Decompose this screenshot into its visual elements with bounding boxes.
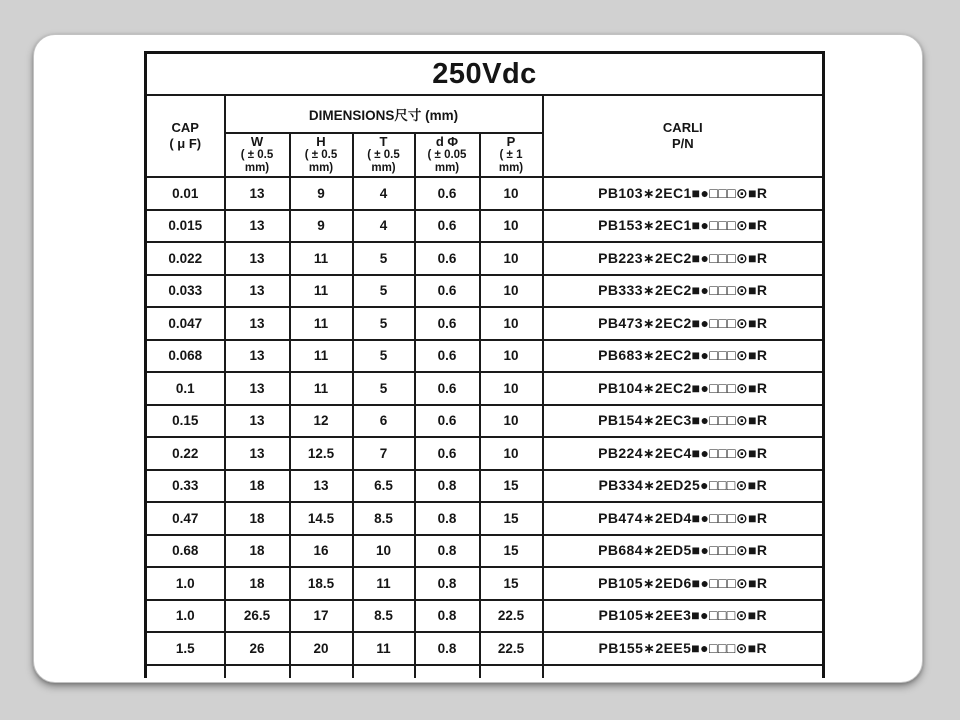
cell-h: 11 bbox=[290, 307, 353, 340]
cell-pn: PB153∗2EC1■●□□□⊙■R bbox=[543, 210, 824, 243]
cell-d: 0.6 bbox=[415, 340, 480, 373]
cell-cap: 0.068 bbox=[146, 340, 225, 373]
table-row bbox=[146, 372, 824, 405]
cell-h: 11 bbox=[290, 372, 353, 405]
cell-pn: PB474∗2ED4■●□□□⊙■R bbox=[543, 502, 824, 535]
cell-t: 5 bbox=[353, 242, 415, 275]
cell-p: 10 bbox=[480, 177, 543, 210]
cell-cap: 0.022 bbox=[146, 242, 225, 275]
table-row bbox=[146, 535, 824, 568]
datasheet-card bbox=[33, 34, 923, 683]
cell-pn: PB224∗2EC4■●□□□⊙■R bbox=[543, 437, 824, 470]
cell-p: 10 bbox=[480, 340, 543, 373]
cell-cap: 0.1 bbox=[146, 372, 225, 405]
cell-pn: PB334∗2ED25●□□□⊙■R bbox=[543, 470, 824, 503]
cell-p: 15 bbox=[480, 470, 543, 503]
cell-d: 0.8 bbox=[415, 535, 480, 568]
cell-cap: 1.5 bbox=[146, 632, 225, 665]
clipped-cell bbox=[480, 665, 543, 679]
table-row bbox=[146, 177, 824, 210]
cell-cap: 1.0 bbox=[146, 567, 225, 600]
cell-d: 0.6 bbox=[415, 307, 480, 340]
table-row bbox=[146, 567, 824, 600]
cell-t: 8.5 bbox=[353, 502, 415, 535]
cell-h: 9 bbox=[290, 210, 353, 243]
cell-t: 5 bbox=[353, 372, 415, 405]
dimensions-group-header: DIMENSIONS尺寸 (mm) bbox=[225, 95, 543, 133]
cell-p: 10 bbox=[480, 437, 543, 470]
clipped-cell bbox=[353, 665, 415, 679]
cell-cap: 0.01 bbox=[146, 177, 225, 210]
cell-p: 15 bbox=[480, 535, 543, 568]
header-row bbox=[146, 95, 824, 133]
cell-w: 18 bbox=[225, 502, 290, 535]
cap-column-header bbox=[146, 95, 225, 177]
clipped-cell bbox=[290, 665, 353, 679]
cell-cap: 0.015 bbox=[146, 210, 225, 243]
cell-d: 0.6 bbox=[415, 275, 480, 308]
carli-pn-column-header bbox=[543, 95, 824, 177]
table-row bbox=[146, 437, 824, 470]
cell-d: 0.8 bbox=[415, 632, 480, 665]
cell-t: 5 bbox=[353, 275, 415, 308]
clipped-cell bbox=[225, 665, 290, 679]
cell-w: 13 bbox=[225, 177, 290, 210]
cell-w: 18 bbox=[225, 470, 290, 503]
cell-t: 6 bbox=[353, 405, 415, 438]
cell-w: 13 bbox=[225, 340, 290, 373]
cell-h: 14.5 bbox=[290, 502, 353, 535]
cell-d: 0.6 bbox=[415, 242, 480, 275]
table-row bbox=[146, 405, 824, 438]
cell-t: 10 bbox=[353, 535, 415, 568]
cell-w: 13 bbox=[225, 210, 290, 243]
cell-d: 0.8 bbox=[415, 502, 480, 535]
cell-t: 11 bbox=[353, 632, 415, 665]
cell-t: 7 bbox=[353, 437, 415, 470]
dim-subheader-t: T ( ± 0.5 mm) bbox=[353, 133, 415, 177]
cell-d: 0.8 bbox=[415, 470, 480, 503]
cell-h: 20 bbox=[290, 632, 353, 665]
cell-t: 4 bbox=[353, 210, 415, 243]
cell-p: 15 bbox=[480, 502, 543, 535]
cell-w: 13 bbox=[225, 437, 290, 470]
cell-pn: PB103∗2EC1■●□□□⊙■R bbox=[543, 177, 824, 210]
table-row bbox=[146, 307, 824, 340]
cell-w: 18 bbox=[225, 535, 290, 568]
dim-subheader-w: W ( ± 0.5 mm) bbox=[225, 133, 290, 177]
table-row bbox=[146, 210, 824, 243]
cell-w: 13 bbox=[225, 242, 290, 275]
cell-d: 0.6 bbox=[415, 437, 480, 470]
carli-header-line2: P/N bbox=[671, 136, 694, 151]
cell-h: 17 bbox=[290, 600, 353, 633]
cell-h: 18.5 bbox=[290, 567, 353, 600]
cell-h: 9 bbox=[290, 177, 353, 210]
table-row bbox=[146, 242, 824, 275]
cell-p: 22.5 bbox=[480, 632, 543, 665]
cell-t: 4 bbox=[353, 177, 415, 210]
cell-cap: 0.33 bbox=[146, 470, 225, 503]
cell-h: 11 bbox=[290, 242, 353, 275]
dim-subheader-p: P ( ± 1 mm) bbox=[480, 133, 543, 177]
clipped-partial-row bbox=[146, 665, 824, 679]
cell-p: 15 bbox=[480, 567, 543, 600]
cell-d: 0.6 bbox=[415, 405, 480, 438]
cell-d: 0.6 bbox=[415, 177, 480, 210]
cell-t: 6.5 bbox=[353, 470, 415, 503]
cell-pn: PB154∗2EC3■●□□□⊙■R bbox=[543, 405, 824, 438]
title-row bbox=[146, 53, 824, 96]
cell-d: 0.8 bbox=[415, 600, 480, 633]
cell-d: 0.6 bbox=[415, 372, 480, 405]
cell-t: 11 bbox=[353, 567, 415, 600]
cell-pn: PB333∗2EC2■●□□□⊙■R bbox=[543, 275, 824, 308]
cell-cap: 0.47 bbox=[146, 502, 225, 535]
cell-w: 13 bbox=[225, 307, 290, 340]
cell-h: 12.5 bbox=[290, 437, 353, 470]
cell-p: 10 bbox=[480, 307, 543, 340]
cell-t: 5 bbox=[353, 307, 415, 340]
dim-subheader-d: d Φ ( ± 0.05 mm) bbox=[415, 133, 480, 177]
cap-header-line1: CAP bbox=[171, 120, 199, 135]
cell-p: 10 bbox=[480, 242, 543, 275]
cell-h: 11 bbox=[290, 340, 353, 373]
cell-t: 5 bbox=[353, 340, 415, 373]
carli-header-line1: CARLI bbox=[662, 120, 703, 135]
cell-w: 13 bbox=[225, 405, 290, 438]
cell-pn: PB104∗2EC2■●□□□⊙■R bbox=[543, 372, 824, 405]
table-clip-region bbox=[144, 51, 826, 678]
cell-cap: 0.22 bbox=[146, 437, 225, 470]
clipped-cell bbox=[543, 665, 824, 679]
cell-cap: 0.68 bbox=[146, 535, 225, 568]
cell-h: 13 bbox=[290, 470, 353, 503]
cell-w: 13 bbox=[225, 372, 290, 405]
cell-cap: 0.033 bbox=[146, 275, 225, 308]
cap-header-line2: ( μ F) bbox=[169, 136, 202, 151]
table-row bbox=[146, 275, 824, 308]
voltage-title: 250Vdc bbox=[146, 53, 824, 96]
cell-pn: PB223∗2EC2■●□□□⊙■R bbox=[543, 242, 824, 275]
cell-pn: PB473∗2EC2■●□□□⊙■R bbox=[543, 307, 824, 340]
cell-t: 8.5 bbox=[353, 600, 415, 633]
cell-pn: PB105∗2EE3■●□□□⊙■R bbox=[543, 600, 824, 633]
cell-h: 12 bbox=[290, 405, 353, 438]
cell-cap: 0.15 bbox=[146, 405, 225, 438]
table-row bbox=[146, 600, 824, 633]
cell-cap: 0.047 bbox=[146, 307, 225, 340]
cell-d: 0.8 bbox=[415, 567, 480, 600]
cell-h: 11 bbox=[290, 275, 353, 308]
cell-d: 0.6 bbox=[415, 210, 480, 243]
cell-p: 10 bbox=[480, 405, 543, 438]
capacitor-spec-table bbox=[144, 51, 825, 678]
cell-p: 10 bbox=[480, 275, 543, 308]
table-row bbox=[146, 470, 824, 503]
cell-w: 26 bbox=[225, 632, 290, 665]
cell-w: 26.5 bbox=[225, 600, 290, 633]
clipped-cell bbox=[146, 665, 225, 679]
cell-pn: PB105∗2ED6■●□□□⊙■R bbox=[543, 567, 824, 600]
table-row bbox=[146, 340, 824, 373]
cell-pn: PB683∗2EC2■●□□□⊙■R bbox=[543, 340, 824, 373]
cell-cap: 1.0 bbox=[146, 600, 225, 633]
cell-p: 10 bbox=[480, 372, 543, 405]
table-row bbox=[146, 632, 824, 665]
cell-w: 13 bbox=[225, 275, 290, 308]
dim-subheader-h: H ( ± 0.5 mm) bbox=[290, 133, 353, 177]
cell-p: 10 bbox=[480, 210, 543, 243]
cell-w: 18 bbox=[225, 567, 290, 600]
cell-pn: PB684∗2ED5■●□□□⊙■R bbox=[543, 535, 824, 568]
clipped-cell bbox=[415, 665, 480, 679]
cell-p: 22.5 bbox=[480, 600, 543, 633]
cell-pn: PB155∗2EE5■●□□□⊙■R bbox=[543, 632, 824, 665]
cell-h: 16 bbox=[290, 535, 353, 568]
table-row bbox=[146, 502, 824, 535]
